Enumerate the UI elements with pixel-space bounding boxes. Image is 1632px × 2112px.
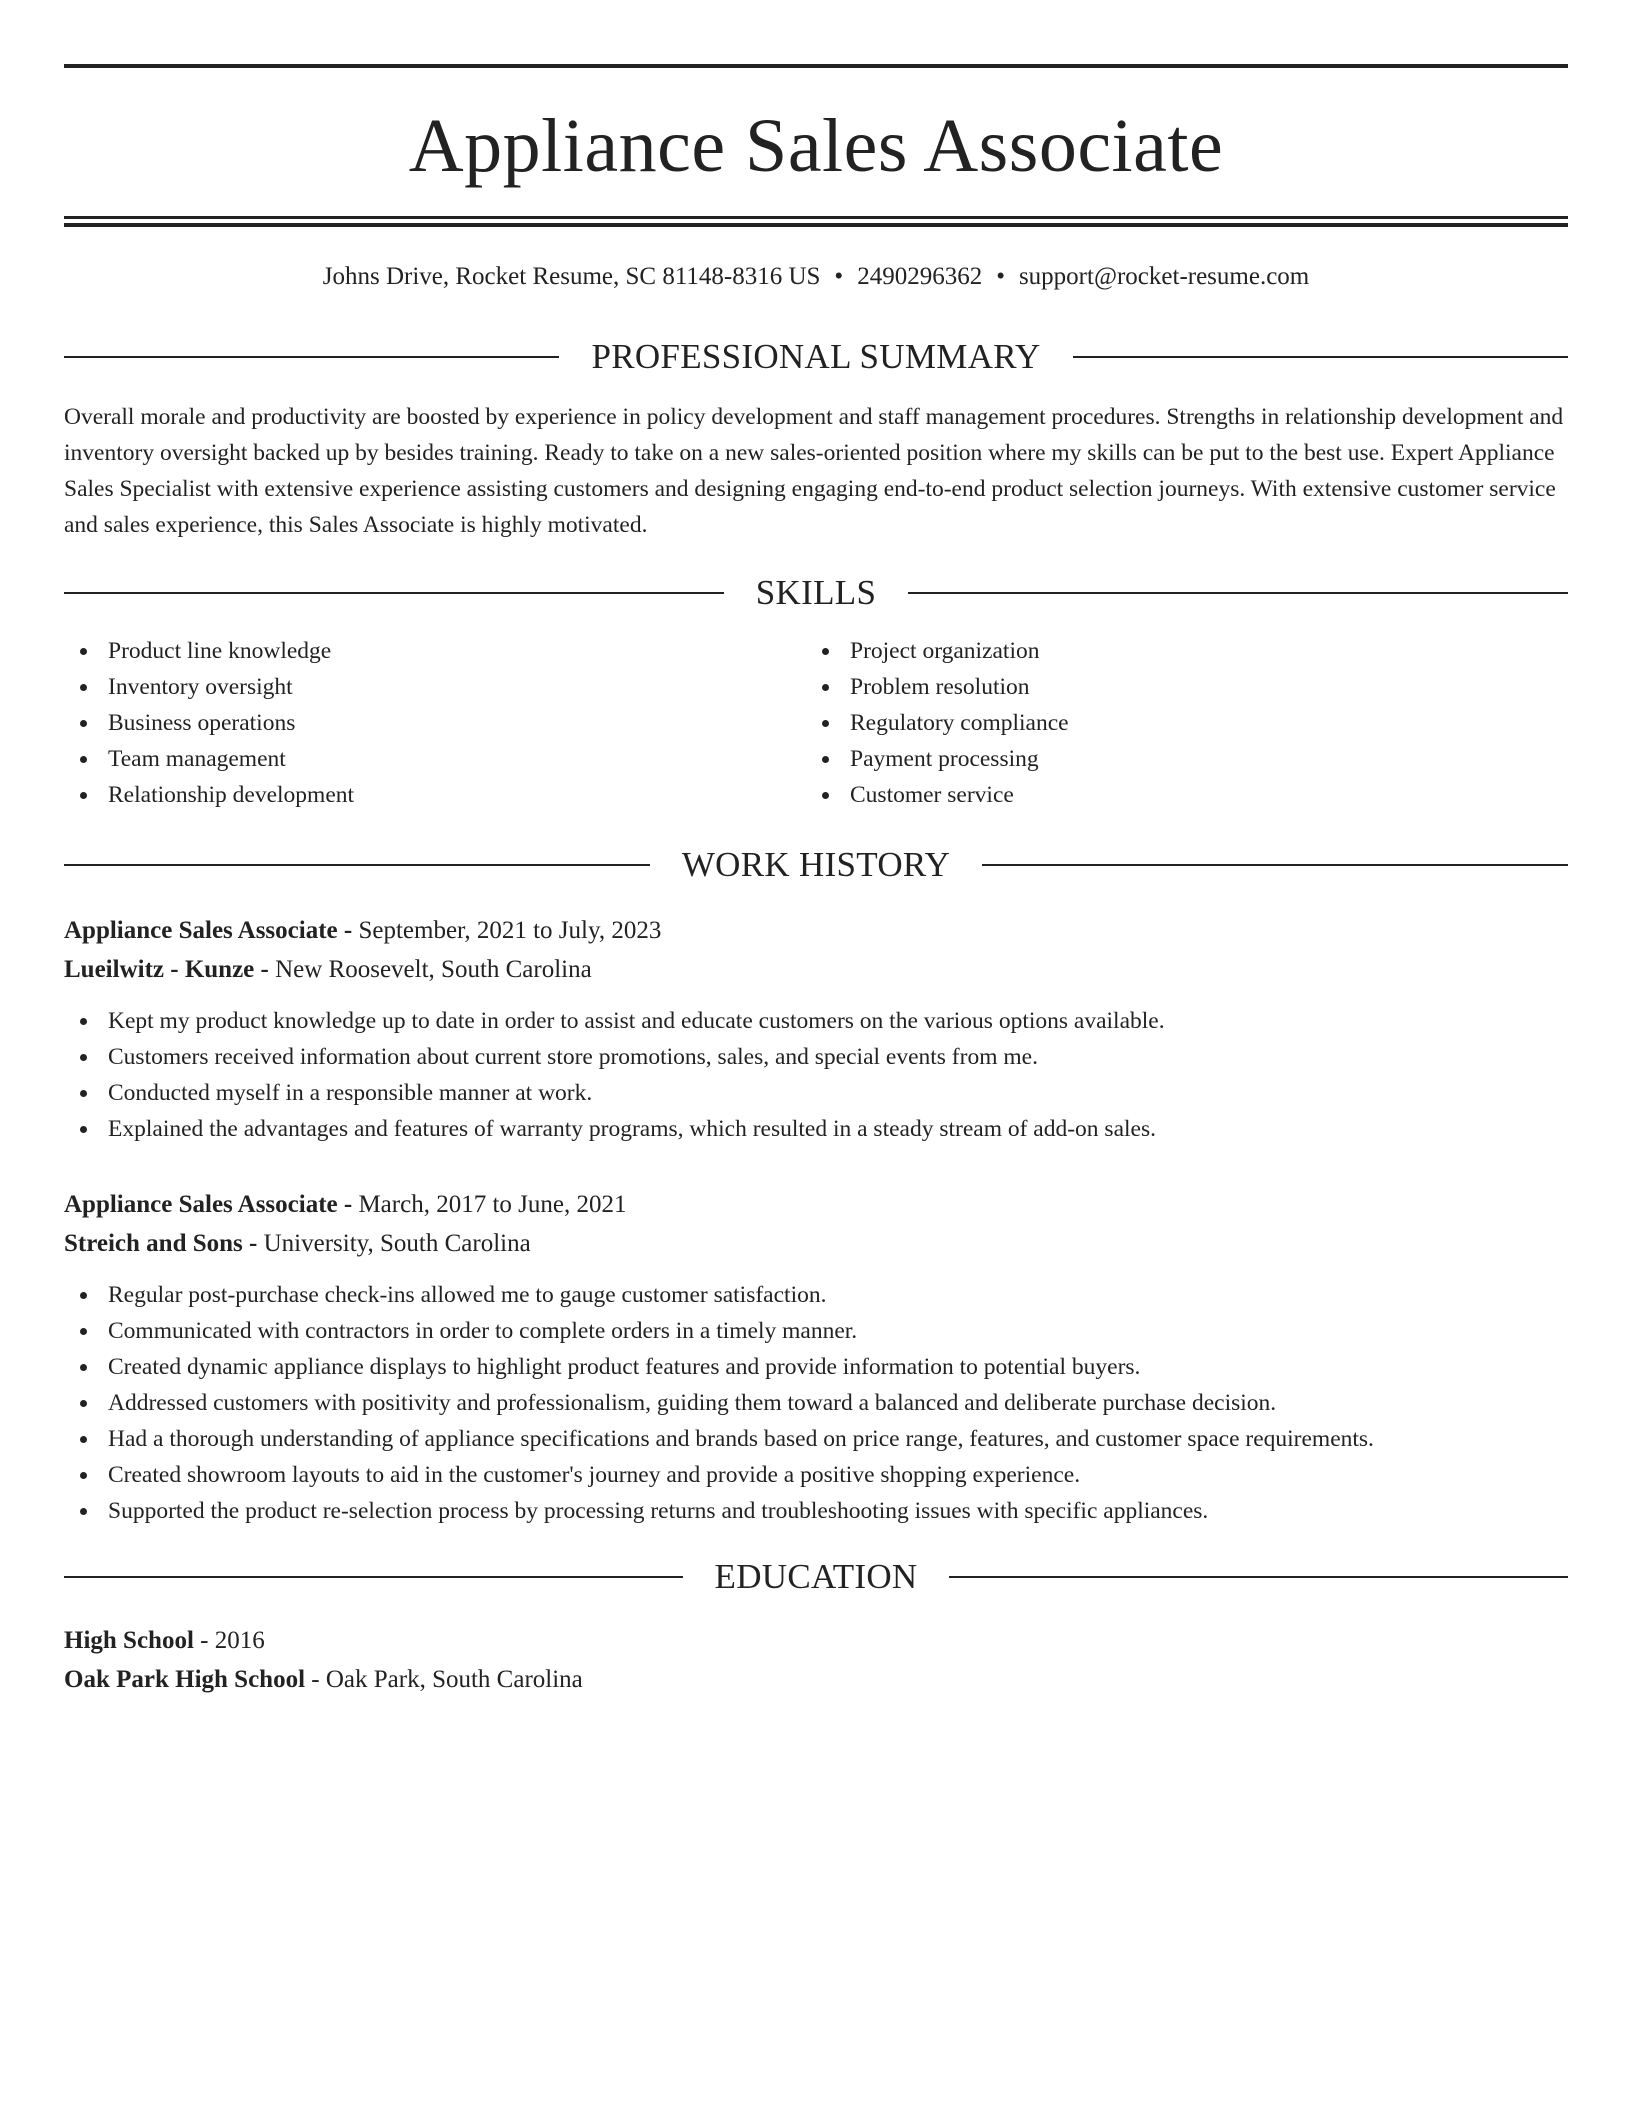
education-school: Oak Park High School xyxy=(64,1666,306,1693)
education-entry xyxy=(64,1621,1568,1699)
skill-item: Team management xyxy=(64,741,806,777)
education-year: 2016 xyxy=(214,1627,265,1654)
education-location: Oak Park, South Carolina xyxy=(325,1666,583,1693)
summary-heading: PROFESSIONAL SUMMARY xyxy=(591,337,1041,376)
duty-item: Supported the product re-selection process by processing returns and troubleshooting issues with specific appliances. xyxy=(64,1493,1568,1529)
job-dates: September, 2021 to July, 2023 xyxy=(358,917,662,944)
summary-text: Overall morale and productivity are boosted by experience in policy development and staff management procedures. Strengths in relationship development and inventory oversight backed up by besides training. Ready to take on a new sales-oriented position where my skills can be put to the best use. Expert Appliance Sales Specialist with extensive experience assisting customers and designing engaging end-to-end product selection journeys. With extensive customer service and sales experience, this Sales Associate is highly motivated. xyxy=(64,404,1564,538)
top-rule xyxy=(64,64,1568,68)
duty-item: Conducted myself in a responsible manner at work. xyxy=(64,1075,1568,1111)
education-degree-line xyxy=(64,1621,1568,1660)
skill-item: Regulatory compliance xyxy=(806,705,1548,741)
skill-item: Project organization xyxy=(806,633,1548,669)
job-duties xyxy=(64,1277,1568,1529)
skill-item: Payment processing xyxy=(806,741,1548,777)
job-entry xyxy=(64,911,1568,1147)
resume-title: Appliance Sales Associate xyxy=(408,104,1224,188)
divider-line xyxy=(64,864,650,866)
skill-item: Problem resolution xyxy=(806,669,1548,705)
divider-line xyxy=(64,1576,683,1578)
job-company: Lueilwitz - Kunze xyxy=(64,956,255,983)
skill-item: Business operations xyxy=(64,705,806,741)
job-dates: March, 2017 to June, 2021 xyxy=(358,1191,627,1218)
divider-line xyxy=(64,356,559,358)
skills-left-column xyxy=(64,633,806,813)
title-double-rule xyxy=(64,216,1568,227)
divider-line xyxy=(908,592,1568,594)
duty-item: Created showroom layouts to aid in the customer's journey and provide a positive shopping experience. xyxy=(64,1457,1568,1493)
duty-item: Communicated with contractors in order to complete orders in a timely manner. xyxy=(64,1313,1568,1349)
job-entry xyxy=(64,1185,1568,1529)
job-company: Streich and Sons xyxy=(64,1230,243,1257)
divider-line xyxy=(949,1576,1568,1578)
skills-right-column xyxy=(806,633,1548,813)
dash: - xyxy=(254,956,276,983)
summary-section-header xyxy=(64,335,1568,379)
education-heading: EDUCATION xyxy=(714,1557,918,1596)
education-school-line xyxy=(64,1660,1568,1699)
skill-item: Relationship development xyxy=(64,777,806,813)
work-section-header xyxy=(64,843,1568,887)
duty-item: Created dynamic appliance displays to highlight product features and provide information to potential buyers. xyxy=(64,1349,1568,1385)
resume-page xyxy=(64,64,1568,1699)
contact-line xyxy=(64,261,1568,293)
contact-separator: • xyxy=(996,263,1005,290)
divider-line xyxy=(982,864,1568,866)
skills-section-header xyxy=(64,571,1568,615)
skills-heading: SKILLS xyxy=(755,573,877,612)
duty-item: Kept my product knowledge up to date in order to assist and educate customers on the various options available. xyxy=(64,1003,1568,1039)
dash: - xyxy=(193,1627,215,1654)
job-company-line xyxy=(64,1224,1568,1263)
job-title: Appliance Sales Associate xyxy=(64,1191,338,1218)
job-location: University, South Carolina xyxy=(263,1230,531,1257)
job-location: New Roosevelt, South Carolina xyxy=(275,956,592,983)
contact-address: Johns Drive, Rocket Resume, SC 81148-8316 US xyxy=(322,263,821,290)
duty-item: Customers received information about current store promotions, sales, and special events from me. xyxy=(64,1039,1568,1075)
duty-item: Regular post-purchase check-ins allowed me to gauge customer satisfaction. xyxy=(64,1277,1568,1313)
job-title-line xyxy=(64,1185,1568,1224)
job-title: Appliance Sales Associate xyxy=(64,917,338,944)
divider-line xyxy=(64,592,724,594)
skill-item: Customer service xyxy=(806,777,1548,813)
education-section-header xyxy=(64,1555,1568,1599)
dash: - xyxy=(337,1191,359,1218)
contact-phone: 2490296362 xyxy=(857,263,983,290)
divider-line xyxy=(1073,356,1568,358)
dash: - xyxy=(305,1666,326,1693)
skill-item: Inventory oversight xyxy=(64,669,806,705)
job-title-line xyxy=(64,911,1568,950)
skills-list xyxy=(64,633,1568,813)
work-heading: WORK HISTORY xyxy=(681,845,951,884)
skill-item: Product line knowledge xyxy=(64,633,806,669)
education-degree: High School xyxy=(64,1627,194,1654)
dash: - xyxy=(337,917,359,944)
dash: - xyxy=(242,1230,264,1257)
contact-email: support@rocket-resume.com xyxy=(1018,263,1310,290)
contact-separator: • xyxy=(834,263,844,290)
job-company-line xyxy=(64,950,1568,989)
duty-item: Explained the advantages and features of warranty programs, which resulted in a steady stream of add-on sales. xyxy=(64,1111,1568,1147)
duty-item: Had a thorough understanding of appliance specifications and brands based on price range, features, and customer space requirements. xyxy=(64,1421,1568,1457)
job-duties xyxy=(64,1003,1568,1147)
duty-item: Addressed customers with positivity and professionalism, guiding them toward a balanced and deliberate purchase decision. xyxy=(64,1385,1568,1421)
